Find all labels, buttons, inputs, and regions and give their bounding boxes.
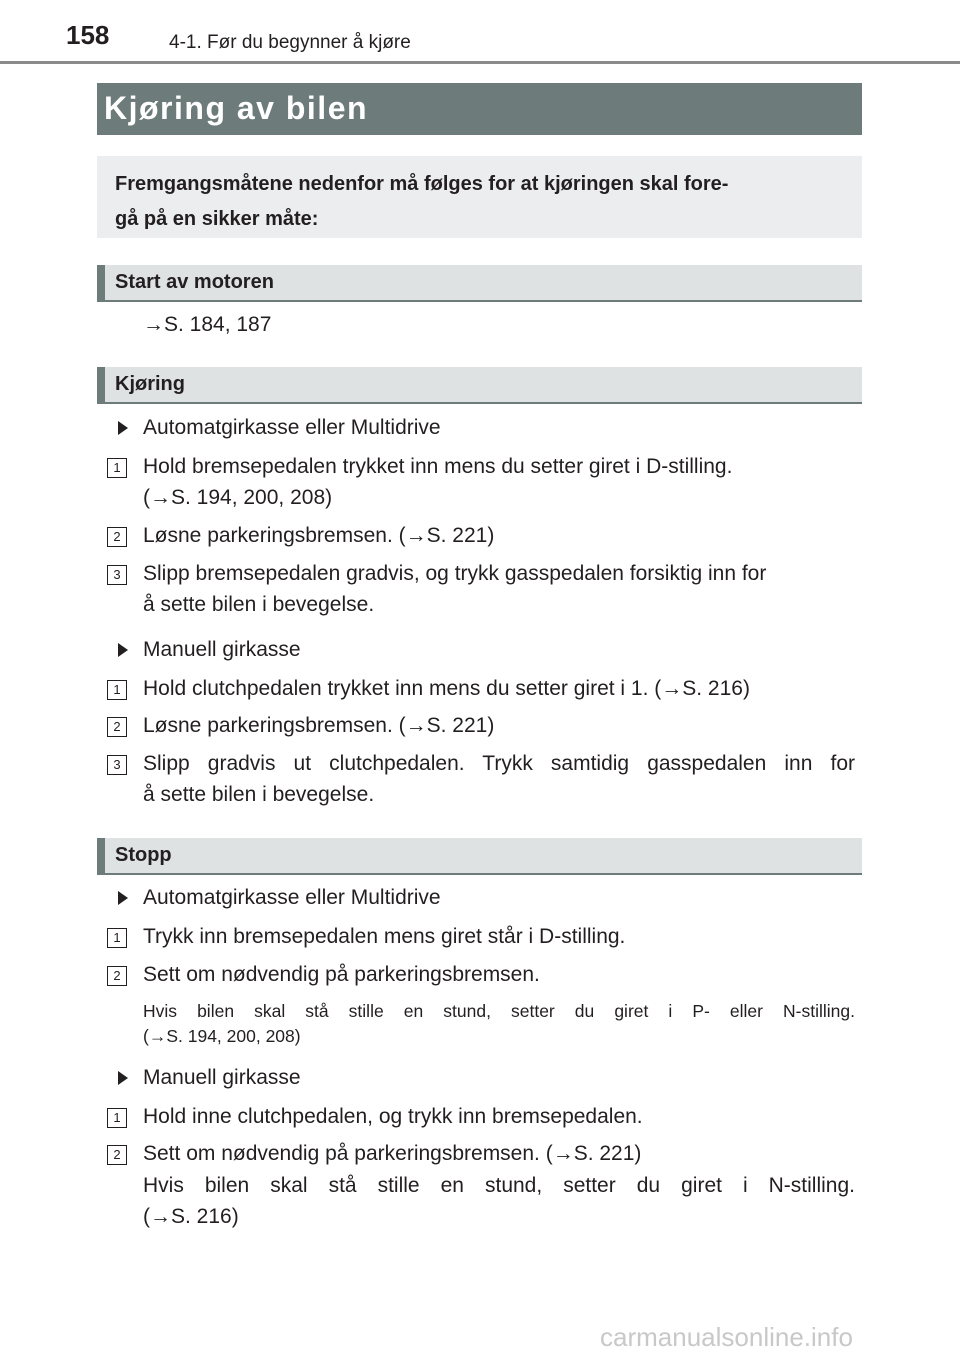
stop-auto-note-ref: (→S. 194, 200, 208) — [143, 1026, 301, 1046]
stop-manual-step-2-ref: (→S. 216) — [143, 1205, 239, 1228]
stop-subheading-automatic: Automatgirkasse eller Multidrive — [143, 886, 441, 909]
section-heading: Start av motoren — [115, 271, 274, 293]
start-page-reference: →S. 184, 187 — [143, 313, 272, 336]
stop-auto-note: Hvis bilen skal stå stille en stund, setter du giret i P- eller N-stilling. — [143, 1001, 855, 1021]
page-title: Kjøring av bilen — [104, 90, 369, 126]
stop-manual-step-1: Hold inne clutchpedalen, og trykk inn bremsepedalen. — [143, 1105, 643, 1128]
header-divider — [0, 61, 960, 64]
intro-line-2: gå på en sikker måte: — [115, 208, 319, 230]
drive-manual-step-3: Slipp gradvis ut clutchpedalen. Trykk samtidig gasspedalen inn for — [143, 752, 855, 775]
section-start-engine — [97, 265, 862, 302]
drive-manual-step-3-cont: å sette bilen i bevegelse. — [143, 783, 375, 806]
drive-auto-step-1: Hold bremsepedalen trykket inn mens du setter giret i D-stilling. — [143, 455, 733, 478]
section-stop — [97, 838, 862, 875]
drive-auto-step-3-cont: å sette bilen i bevegelse. — [143, 593, 375, 616]
subheading-manual: Manuell girkasse — [143, 638, 301, 661]
step-number-badge: 2 — [107, 966, 127, 986]
drive-manual-step-2: Løsne parkeringsbremsen. (→S. 221) — [143, 714, 495, 737]
drive-auto-step-2: Løsne parkeringsbremsen. (→S. 221) — [143, 524, 495, 547]
triangle-bullet-icon — [118, 891, 128, 905]
intro-text — [115, 167, 845, 237]
drive-manual-step-1: Hold clutchpedalen trykket inn mens du setter giret i 1. (→S. 216) — [143, 677, 750, 700]
intro-box — [97, 156, 862, 238]
stop-auto-step-1: Trykk inn bremsepedalen mens giret står i D-stilling. — [143, 925, 626, 948]
step-number-badge: 1 — [107, 458, 127, 478]
stop-manual-step-2-note: Hvis bilen skal stå stille en stund, setter du giret i N-stilling. — [143, 1174, 855, 1197]
drive-auto-step-3: Slipp bremsepedalen gradvis, og trykk gasspedalen forsiktig inn for — [143, 562, 767, 585]
step-number-badge: 1 — [107, 680, 127, 700]
page-header — [0, 0, 960, 62]
watermark: carmanualsonline.info — [600, 1322, 853, 1352]
step-number-badge: 1 — [107, 1108, 127, 1128]
page-number: 158 — [66, 20, 110, 50]
step-number-badge: 2 — [107, 527, 127, 547]
intro-line-1: Fremgangsmåtene nedenfor må følges for at kjøringen skal fore- — [115, 173, 729, 195]
step-number-badge: 3 — [107, 755, 127, 775]
step-number-badge: 2 — [107, 717, 127, 737]
section-heading: Kjøring — [115, 373, 185, 395]
stop-subheading-manual: Manuell girkasse — [143, 1066, 301, 1089]
triangle-bullet-icon — [118, 421, 128, 435]
chapter-title: 4-1. Før du begynner å kjøre — [169, 32, 411, 53]
step-number-badge: 2 — [107, 1145, 127, 1165]
triangle-bullet-icon — [118, 1071, 128, 1085]
drive-auto-step-1-ref: (→S. 194, 200, 208) — [143, 486, 333, 509]
section-driving — [97, 367, 862, 404]
section-heading: Stopp — [115, 844, 172, 866]
step-number-badge: 1 — [107, 928, 127, 948]
stop-auto-step-2: Sett om nødvendig på parkeringsbremsen. — [143, 963, 540, 986]
stop-manual-step-2: Sett om nødvendig på parkeringsbremsen. (→S. 221) — [143, 1142, 642, 1165]
triangle-bullet-icon — [118, 643, 128, 657]
page-title-bar — [97, 83, 862, 135]
step-number-badge: 3 — [107, 565, 127, 585]
subheading-automatic: Automatgirkasse eller Multidrive — [143, 416, 441, 439]
